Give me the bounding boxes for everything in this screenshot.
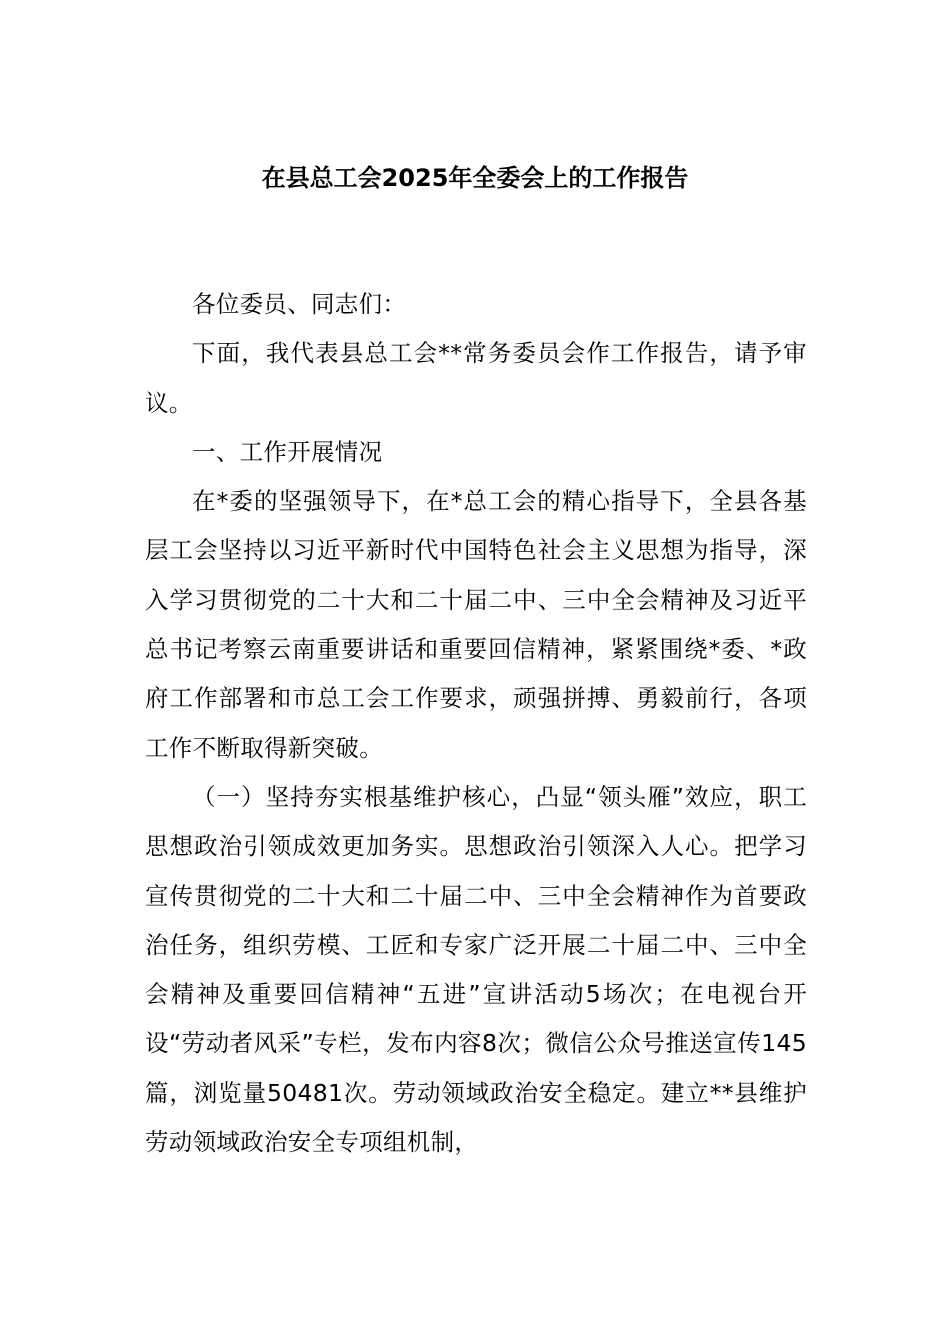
salutation-paragraph: 各位委员、同志们： (192, 290, 407, 318)
intro-paragraph: 下面，我代表县总工会**常务委员会作工作报告，请予审议。 (145, 339, 807, 417)
body-paragraph: （一）坚持夯实根基维护核心，凸显“领头雁”效应，职工思想政治引领成效更加务实。思想政治引领深入人心。把学习宣传贯彻党的二十大和二十届二中、三中全会精神作为首要政治任务，组织劳模、工匠和专家广泛开展二十届二中、三中全会精神及重要回信精神“五进”宣讲活动5场次；在电视台开设“劳动者风采”专栏，发布内容8次；微信公众号推送宣传145篇，浏览量50481次。劳动领域政治安全稳定。建立**县维护劳动领域政治安全专项组机制， (145, 782, 807, 1157)
document-title: 在县总工会2025年全委会上的工作报告 (261, 164, 689, 192)
section-heading: 一、工作开展情况 (192, 437, 383, 466)
document-body (145, 280, 807, 1167)
body-paragraph: 在*委的坚强领导下，在*总工会的精心指导下，全县各基层工会坚持以习近平新时代中国特色社会主义思想为指导，深入学习贯彻党的二十大和二十届二中、三中全会精神及习近平总书记考察云南重要讲话和重要回信精神，紧紧围绕*委、*政府工作部署和市总工会工作要求，顽强拼搏、勇毅前行，各项工作不断取得新突破。 (145, 487, 807, 762)
